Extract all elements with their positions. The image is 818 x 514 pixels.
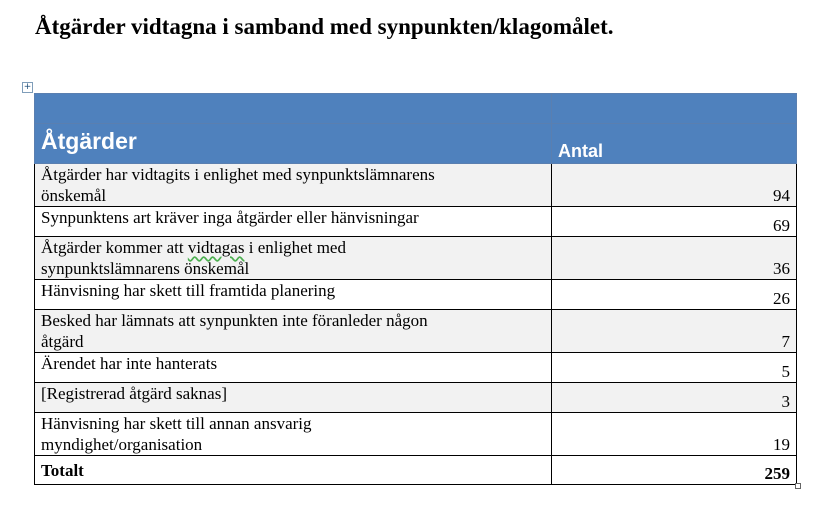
measure-cell[interactable] xyxy=(35,164,552,207)
count-cell[interactable]: 26 xyxy=(552,280,797,310)
table-row xyxy=(35,353,797,383)
count-cell[interactable]: 69 xyxy=(552,207,797,237)
count-cell[interactable]: 36 xyxy=(552,237,797,280)
table-row xyxy=(35,280,797,310)
count-cell[interactable]: 7 xyxy=(552,310,797,353)
header-spacer-cell xyxy=(552,94,797,124)
measure-text-line1: Hänvisning har skett till annan ansvarig xyxy=(41,414,312,433)
measure-text-line2: önskemål xyxy=(41,186,107,205)
table-row xyxy=(35,383,797,413)
table-resize-handle[interactable] xyxy=(795,483,801,489)
document-heading: Åtgärder vidtagna i samband med synpunkten/klagomålet. xyxy=(35,14,614,39)
total-label[interactable]: Totalt xyxy=(35,456,552,485)
measure-text-line1: Besked har lämnats att synpunkten inte föranleder någon xyxy=(41,311,428,330)
measure-text-line2: myndighet/organisation xyxy=(41,435,203,454)
count-cell[interactable]: 94 xyxy=(552,164,797,207)
table-move-handle-icon[interactable]: + xyxy=(23,82,32,92)
table-row xyxy=(35,207,797,237)
header-spacer-cell xyxy=(35,94,552,124)
table-row xyxy=(35,310,797,353)
measures-table xyxy=(34,93,797,485)
table-row xyxy=(35,237,797,280)
spellcheck-flagged-word[interactable]: vidtagas xyxy=(187,238,245,257)
table-header-spacer-row xyxy=(35,94,797,124)
measure-cell[interactable] xyxy=(35,237,552,280)
table-total-row xyxy=(35,456,797,485)
measure-cell[interactable] xyxy=(35,310,552,353)
measure-cell[interactable]: Synpunktens art kräver inga åtgärder eller hänvisningar xyxy=(35,207,552,237)
count-cell[interactable]: 5 xyxy=(552,353,797,383)
measure-text-line1-rest: i enlighet med xyxy=(244,238,346,257)
total-count[interactable]: 259 xyxy=(552,456,797,485)
column-header-count: Antal xyxy=(552,124,797,164)
measure-text-line1: Åtgärder kommer att xyxy=(41,238,188,257)
measure-text-line2: åtgärd xyxy=(41,332,84,351)
measure-cell[interactable]: Ärendet har inte hanterats xyxy=(35,353,552,383)
measure-cell[interactable]: [Registrerad åtgärd saknas] xyxy=(35,383,552,413)
measure-text-line2: synpunktslämnarens önskemål xyxy=(41,259,250,278)
table-header-row xyxy=(35,124,797,164)
table-row xyxy=(35,413,797,456)
measure-cell[interactable] xyxy=(35,413,552,456)
count-cell[interactable]: 3 xyxy=(552,383,797,413)
table-row xyxy=(35,164,797,207)
column-header-measures: Åtgärder xyxy=(35,124,552,164)
count-cell[interactable]: 19 xyxy=(552,413,797,456)
measure-text-line1: Åtgärder har vidtagits i enlighet med synpunktslämnarens xyxy=(41,165,435,184)
measure-cell[interactable]: Hänvisning har skett till framtida planering xyxy=(35,280,552,310)
